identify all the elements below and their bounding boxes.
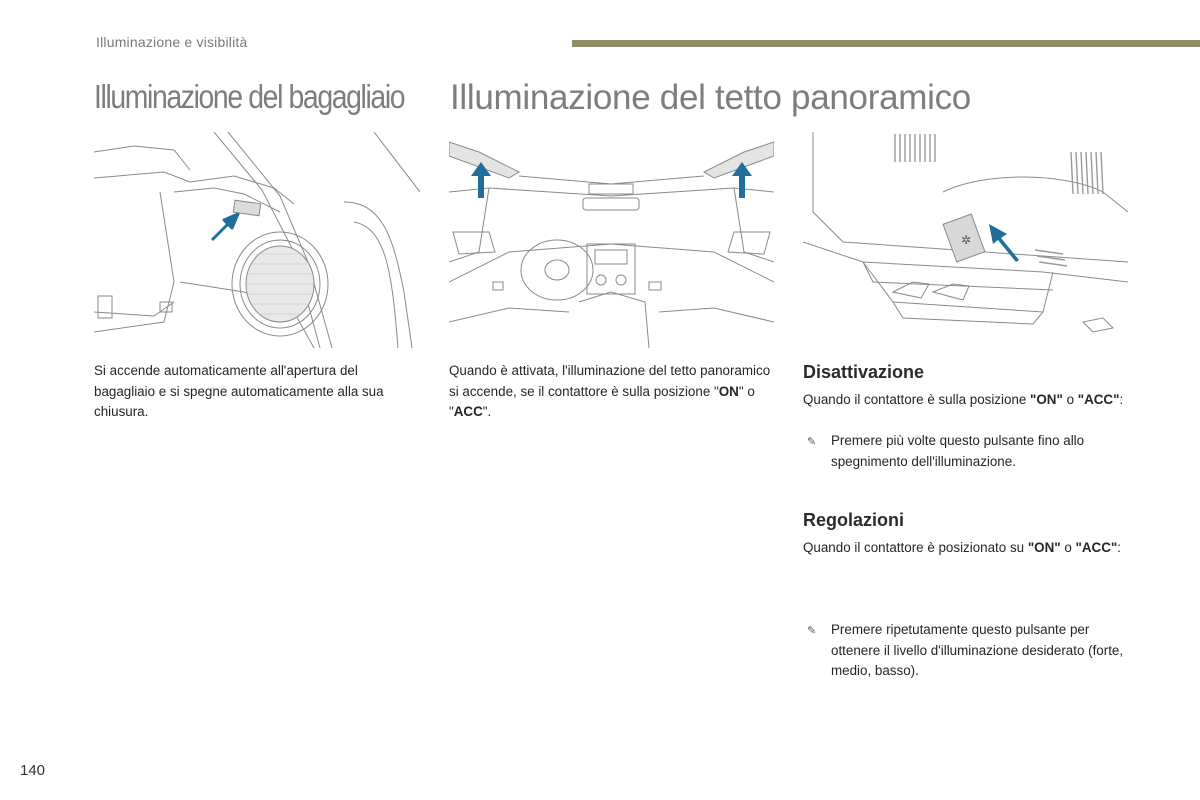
roof-lighting-title: Illuminazione del tetto panoramico xyxy=(450,78,971,117)
header-rule xyxy=(572,40,1200,47)
panoramic-roof-illustration xyxy=(449,132,774,348)
page-number: 140 xyxy=(20,762,46,779)
roof-light-left-arrow-icon xyxy=(469,160,493,200)
boot-description: Si accende automaticamente all'apertura del bagagliaio e si spegne automaticamente alla sua chiusura. xyxy=(94,363,384,419)
roof-button-illustration xyxy=(803,132,1128,348)
pencil-bullet-icon: ✎ xyxy=(807,435,817,448)
boot-arrow-icon xyxy=(210,212,240,242)
boot-lamp-illustration xyxy=(94,132,420,348)
boot-lighting-title: Illuminazione del bagagliaio xyxy=(94,78,405,115)
deactivation-condition: Quando il contattore è sulla posizione "ON" o "ACC": xyxy=(803,392,1124,407)
roof-button-arrow-icon xyxy=(987,222,1021,262)
svg-text:✲: ✲ xyxy=(961,233,972,247)
pencil-bullet-icon: ✎ xyxy=(807,624,817,637)
adjustments-condition: Quando il contattore è posizionato su "ON" o "ACC": xyxy=(803,540,1121,555)
roof-description: Quando è attivata, l'illuminazione del tetto panoramico si accende, se il contattore è sulla posizione "ON" o "ACC". xyxy=(449,363,771,419)
adjustments-instruction: ✎ Premere ripetutamente questo pulsante per ottenere il livello d'illuminazione desiderato (forte, medio, basso). xyxy=(807,622,1124,678)
deactivation-heading: Disattivazione xyxy=(803,362,925,382)
roof-light-right-arrow-icon xyxy=(730,160,754,200)
section-label: Illuminazione e visibilità xyxy=(96,34,248,50)
deactivation-instruction: ✎ Premere più volte questo pulsante fino allo spegnimento dell'illuminazione. xyxy=(807,433,1085,469)
adjustments-heading: Regolazioni xyxy=(803,510,905,530)
